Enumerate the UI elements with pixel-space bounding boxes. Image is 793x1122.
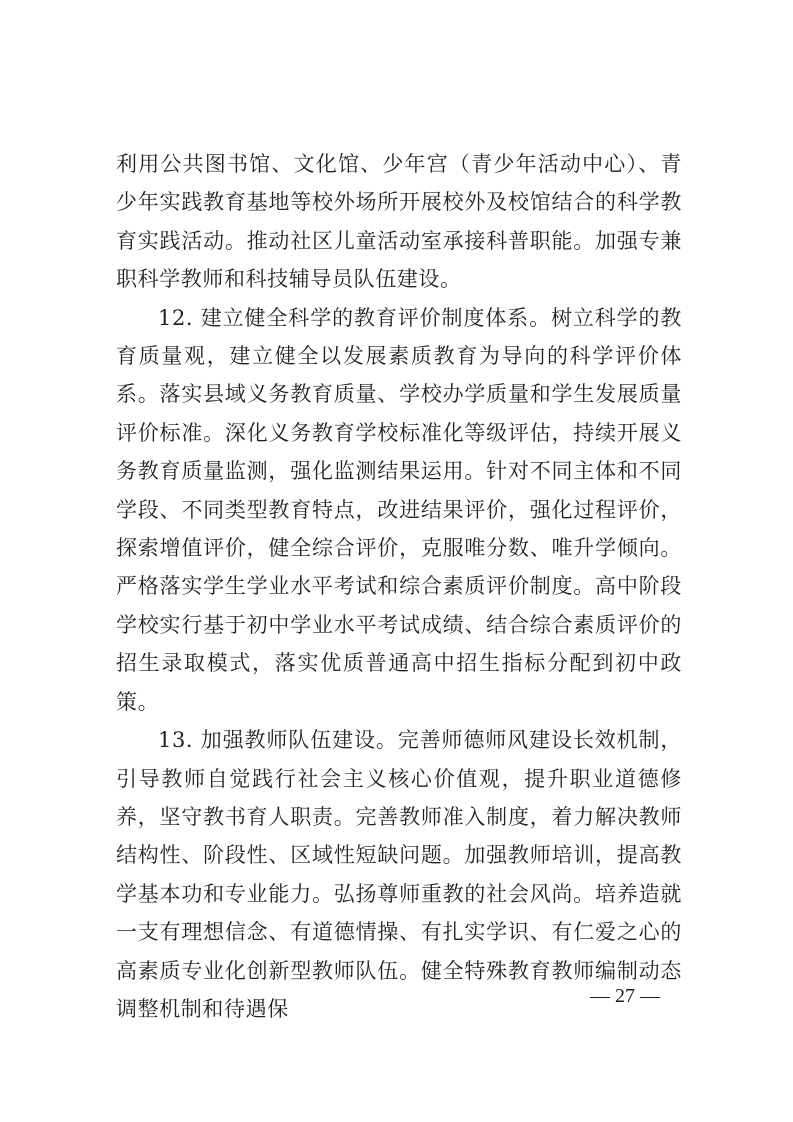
page-number: — 27 — (590, 985, 660, 1007)
paragraph-continuation: 利用公共图书馆、文化馆、少年宫（青少年活动中心）、青少年实践教育基地等校外场所开展校外及校馆结合的科学教育实践活动。推动社区儿童活动室承接科普职能。加强专兼职科学教师和科技辅导员队伍建设。 (116, 152, 682, 292)
paragraph-item-12: 12. 建立健全科学的教育评价制度体系。树立科学的教育质量观，建立健全以发展素质教育为导向的科学评价体系。落实县域义务教育质量、学校办学质量和学生发展质量评价标准。深化义务教育学校标准化等级评估，持续开展义务教育质量监测，强化监测结果运用。针对不同主体和不同学段、不同类型教育特点，改进结果评价，强化过程评价，探索增值评价，健全综合评价，克服唯分数、唯升学倾向。严格落实学生学业水平考试和综合素质评价制度。高中阶段学校实行基于初中学业水平考试成绩、结合综合素质评价的招生录取模式，落实优质普通高中招生指标分配到初中政策。 (116, 305, 682, 714)
paragraph-item-13: 13. 加强教师队伍建设。完善师德师风建设长效机制，引导教师自觉践行社会主义核心价值观，提升职业道德修养，坚守教书育人职责。完善教师准入制度，着力解决教师结构性、阶段性、区域性短缺问题。加强教师培训，提高教学基本功和专业能力。弘扬尊师重教的社会风尚。培养造就一支有理想信念、有道德情操、有扎实学识、有仁爱之心的高素质专业化创新型教师队伍。健全特殊教育教师编制动态调整机制和待遇保 (116, 728, 682, 1021)
body-text (116, 145, 682, 1028)
